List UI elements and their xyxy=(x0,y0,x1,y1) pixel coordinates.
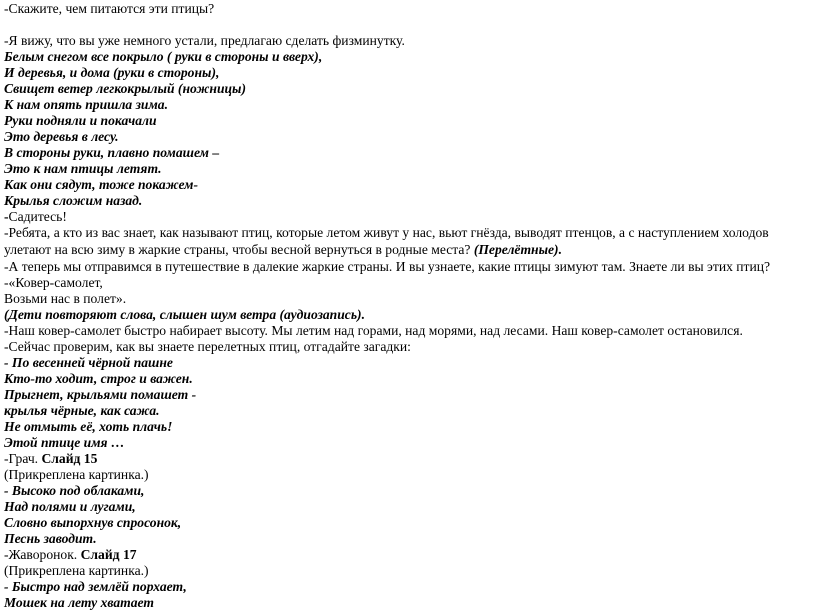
carpet-line: -«Ковер-самолет, xyxy=(4,275,103,290)
question-line: -Скажите, чем питаются эти птицы? xyxy=(4,1,215,16)
migratory-question xyxy=(4,224,804,258)
riddle-line: крылья чёрные, как сажа. xyxy=(4,403,160,418)
riddle-line: Кто-то ходит, строг и важен. xyxy=(4,371,193,386)
carpet-line: Возьми нас в полет». xyxy=(4,291,127,306)
riddle-line: - Быстро над землёй порхает, xyxy=(4,579,187,594)
answer-text: -Жаворонок. xyxy=(4,547,78,562)
poem-line: Крылья сложим назад. xyxy=(4,193,143,208)
riddle-line: Не отмыть её, хоть плачь! xyxy=(4,419,173,434)
sit-down-text: Садитесь! xyxy=(8,209,67,224)
picture-note: (Прикреплена картинка.) xyxy=(4,563,149,578)
riddle-line: Песнь заводит. xyxy=(4,531,97,546)
riddle-line: Прыгнет, крыльями помашет - xyxy=(4,387,197,402)
riddle-line: Мошек на лету хватает xyxy=(4,595,154,610)
picture-note: (Прикреплена картинка.) xyxy=(4,467,149,482)
migratory-question-text: -Ребята, а кто из вас знает, как называют птиц, которые летом живут у нас, вьют гнёзда, выводят птенцов, а с наступлением холодов улетают на всю зиму в жаркие страны, чтобы весной вернуться в родные места? xyxy=(4,225,769,257)
riddles-intro: -Сейчас проверим, как вы знаете перелетных птиц, отгадайте загадки: xyxy=(4,339,411,354)
dash: - xyxy=(4,209,9,224)
slide-ref: Слайд 17 xyxy=(77,547,137,562)
poem-line: Как они сядут, тоже покажем- xyxy=(4,177,199,192)
poem-line: Белым снегом все покрыло ( руки в стороны и вверх), xyxy=(4,49,323,64)
poem-line: Это деревья в лесу. xyxy=(4,129,119,144)
riddle-line: - По весенней чёрной пашне xyxy=(4,355,173,370)
riddle-line: - Высоко под облаками, xyxy=(4,483,145,498)
answer-text: -Грач. xyxy=(4,451,42,466)
flight-line: -Наш ковер-самолет быстро набирает высоту. Мы летим над горами, над морями, над лесами. Наш ковер-самолет остановился. xyxy=(4,323,743,338)
migratory-answer: (Перелётные). xyxy=(473,242,562,257)
answer-line xyxy=(4,546,137,563)
poem-line: Это к нам птицы летят. xyxy=(4,161,162,176)
poem-line: Свищет ветер легкокрылый (ножницы) xyxy=(4,81,247,96)
stage-direction: (Дети повторяют слова, слышен шум ветра (аудиозапись). xyxy=(4,307,365,322)
slide-ref: Слайд 15 xyxy=(41,451,98,466)
journey-line: -А теперь мы отправимся в путешествие в далекие жаркие страны. И вы узнаете, какие птицы зимуют там. Знаете ли вы этих птиц? xyxy=(4,259,771,274)
poem-line: К нам опять пришла зима. xyxy=(4,97,169,112)
answer-line xyxy=(4,450,97,467)
riddle-line: Словно выпорхнув спросонок, xyxy=(4,515,182,530)
poem-line: Руки подняли и покачали xyxy=(4,113,157,128)
poem-line: В стороны руки, плавно помашем – xyxy=(4,145,220,160)
sit-down-line xyxy=(4,208,67,225)
poem-line: И деревья, и дома (руки в стороны), xyxy=(4,65,220,80)
riddle-line: Этой птице имя … xyxy=(4,435,125,450)
riddle-line: Над полями и лугами, xyxy=(4,499,136,514)
intro-physminute: -Я вижу, что вы уже немного устали, предлагаю сделать физминутку. xyxy=(4,33,405,48)
